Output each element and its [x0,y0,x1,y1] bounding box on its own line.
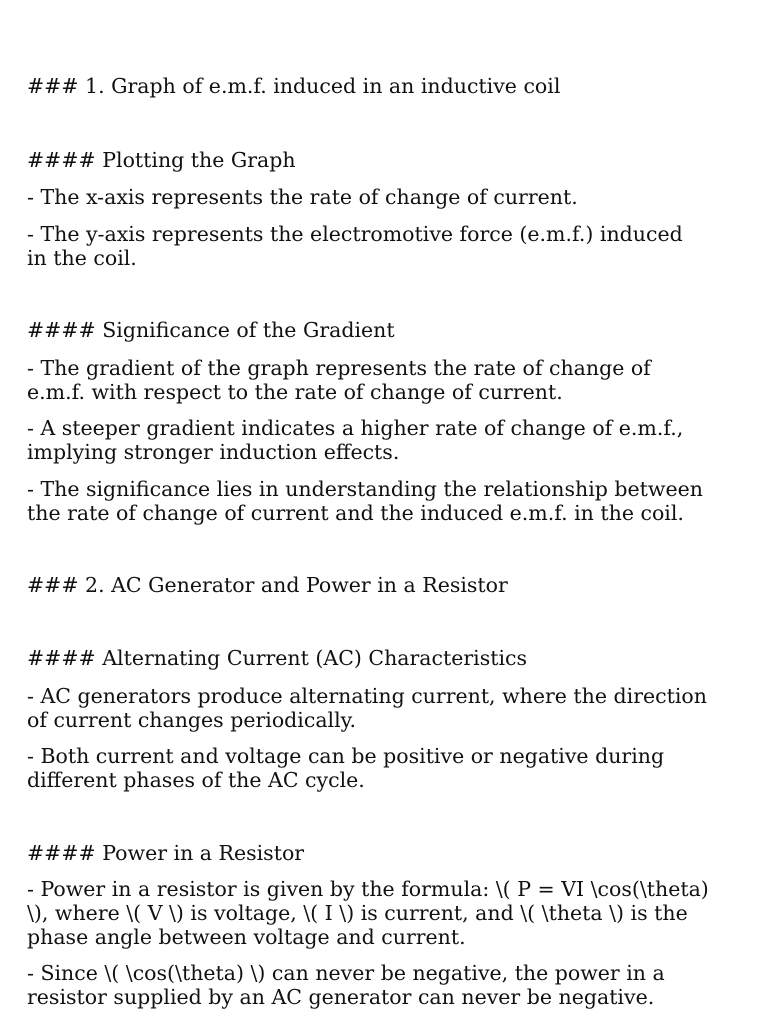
x-axis-bullet: - The x-axis represents the rate of change of current. [27,185,578,209]
power-bullet-1: - Power in a resistor is given by the formula: \( P = VI \cos(\theta) \), where \( V \) is voltage, \( I \) is current, and \( \theta \) is the phase angle between voltage and current. [27,877,709,949]
gradient-significance-heading: #### Significance of the Gradient [27,318,395,342]
ac-bullet-2: - Both current and voltage can be positive or negative during different phases of the AC cycle. [27,744,665,792]
ac-bullet-1: - AC generators produce alternating current, where the direction of current changes periodically. [27,684,707,732]
plotting-graph-heading: #### Plotting the Graph [27,148,296,172]
power-resistor-heading: #### Power in a Resistor [27,841,305,865]
gradient-bullet-3: - The significance lies in understanding the relationship between the rate of change of current and the induced e.m.f. in the coil. [27,477,703,525]
section-2-heading: ### 2. AC Generator and Power in a Resistor [27,573,508,597]
ac-characteristics-heading: #### Alternating Current (AC) Characteristics [27,646,528,670]
gradient-bullet-2: - A steeper gradient indicates a higher rate of change of e.m.f., implying stronger induction effects. [27,416,684,464]
power-bullet-2: - Since \( \cos(\theta) \) can never be negative, the power in a resistor supplied by an AC generator can never be negative. [27,961,665,1009]
y-axis-bullet: - The y-axis represents the electromotive force (e.m.f.) induced in the coil. [27,222,683,270]
gradient-bullet-1: - The gradient of the graph represents the rate of change of e.m.f. with respect to the rate of change of current. [27,356,651,404]
section-1-heading: ### 1. Graph of e.m.f. induced in an inductive coil [27,74,561,98]
